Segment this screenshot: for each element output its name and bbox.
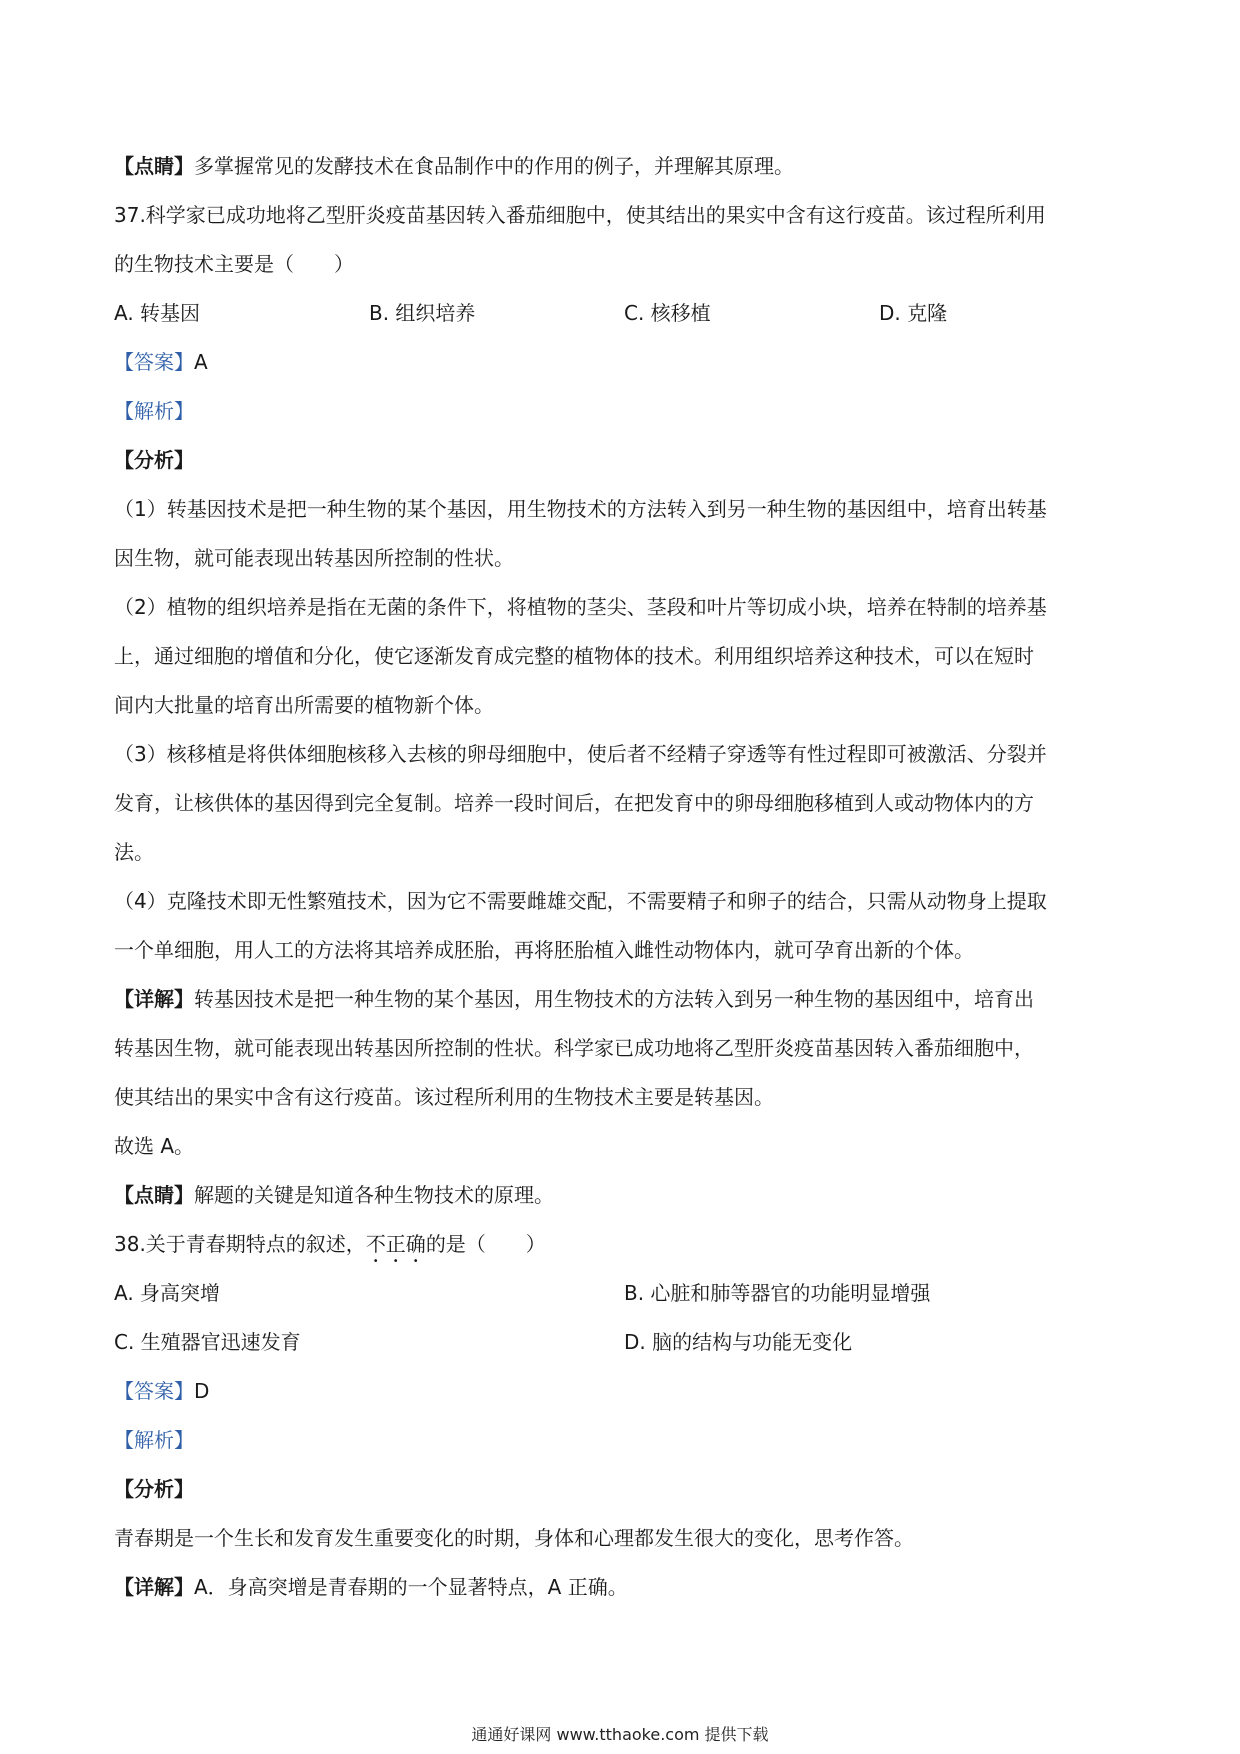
q37-fenxi-tag: 【分析】 [114,448,194,472]
q37-fenxi-line: （2）植物的组织培养是指在无菌的条件下，将植物的茎尖、茎段和叶片等切成小块，培养在特制的培养基 [114,595,1047,619]
q37-stem-line2: 的生物技术主要是（ ） [114,252,354,276]
q37-fenxi-line: 因生物，就可能表现出转基因所控制的性状。 [114,546,514,570]
q37-option-c: C. 核移植 [624,301,711,325]
detail-text: A．身高突增是青春期的一个显著特点，A 正确。 [194,1575,628,1599]
q37-detail-line: 转基因生物，就可能表现出转基因所控制的性状。科学家已成功地将乙型肝炎疫苗基因转入番茄细胞中， [114,1036,1034,1060]
answer-value: D [194,1379,210,1403]
q37-analysis-tag: 【解析】 [114,399,194,423]
detail-tag: 【详解】 [114,1575,194,1599]
q38-stem-before: 38.关于青春期特点的叙述， [114,1232,366,1256]
q37-detail-line [114,975,1134,1024]
point-tag: 【点睛】 [114,154,194,178]
q38-option-b: B. 心脏和肺等器官的功能明显增强 [624,1281,931,1305]
q38-options-row1 [114,1269,1134,1318]
q38-analysis-tag: 【解析】 [114,1428,194,1452]
point-tag: 【点睛】 [114,1183,194,1207]
q38-option-a: A. 身高突增 [114,1281,221,1305]
q38-answer-line [114,1367,1134,1416]
q37-answer-line [114,338,1134,387]
q38-fenxi-tag: 【分析】 [114,1477,194,1501]
q37-fenxi-line: 间内大批量的培育出所需要的植物新个体。 [114,693,494,717]
q38-fenxi-text: 青春期是一个生长和发育发生重要变化的时期，身体和心理都发生很大的变化，思考作答。 [114,1526,914,1550]
detail-tag: 【详解】 [114,987,194,1011]
q37-fenxi-line: 发育，让核供体的基因得到完全复制。培养一段时间后，在把发育中的卵母细胞移植到人或动物体内的方 [114,791,1034,815]
document-page [114,142,1134,1612]
point-text: 多掌握常见的发酵技术在食品制作中的作用的例子，并理解其原理。 [194,154,794,178]
q37-option-b: B. 组织培养 [369,301,476,325]
q37-fenxi-line: （4）克隆技术即无性繁殖技术，因为它不需要雌雄交配，不需要精子和卵子的结合，只需从动物身上提取 [114,889,1047,913]
page-footer: 通通好课网 www.tthaoke.com 提供下载 [471,1725,769,1744]
answer-tag: 【答案】 [114,350,194,374]
answer-tag: 【答案】 [114,1379,194,1403]
q37-point-line [114,1171,1134,1220]
q38-option-c: C. 生殖器官迅速发育 [114,1330,301,1354]
q37-detail-line: 使其结出的果实中含有这行疫苗。该过程所利用的生物技术主要是转基因。 [114,1085,774,1109]
point-text: 解题的关键是知道各种生物技术的原理。 [194,1183,554,1207]
q37-fenxi-line: 一个单细胞，用人工的方法将其培养成胚胎，再将胚胎植入雌性动物体内，就可孕育出新的个体。 [114,938,974,962]
q37-fenxi-line: （1）转基因技术是把一种生物的某个基因，用生物技术的方法转入到另一种生物的基因组中，培育出转基 [114,497,1047,521]
detail-text: 转基因技术是把一种生物的某个基因，用生物技术的方法转入到另一种生物的基因组中，培育出 [194,987,1034,1011]
q36-point-line [114,142,1134,191]
q38-detail-line [114,1563,1134,1612]
q37-option-d: D. 克隆 [879,301,948,325]
q37-fenxi-line: （3）核移植是将供体细胞核移入去核的卵母细胞中，使后者不经精子穿透等有性过程即可被激活、分裂并 [114,742,1047,766]
q38-stem [114,1220,1134,1269]
q38-stem-after: 的是（ ） [425,1232,546,1256]
q37-choice: 故选 A。 [114,1134,195,1158]
q38-options-row2 [114,1318,1134,1367]
q37-option-a: A. 转基因 [114,301,201,325]
q37-fenxi-line: 上，通过细胞的增值和分化，使它逐渐发育成完整的植物体的技术。利用组织培养这种技术，可以在短时 [114,644,1034,668]
q38-option-d: D. 脑的结构与功能无变化 [624,1330,853,1354]
answer-value: A [194,350,208,374]
q38-stem-emphasis: 不正确 [365,1232,426,1256]
q37-stem-line1: 37.科学家已成功地将乙型肝炎疫苗基因转入番茄细胞中，使其结出的果实中含有这行疫苗。该过程所利用 [114,203,1046,227]
q37-options [114,289,1134,338]
q37-fenxi-line: 法。 [114,840,154,864]
